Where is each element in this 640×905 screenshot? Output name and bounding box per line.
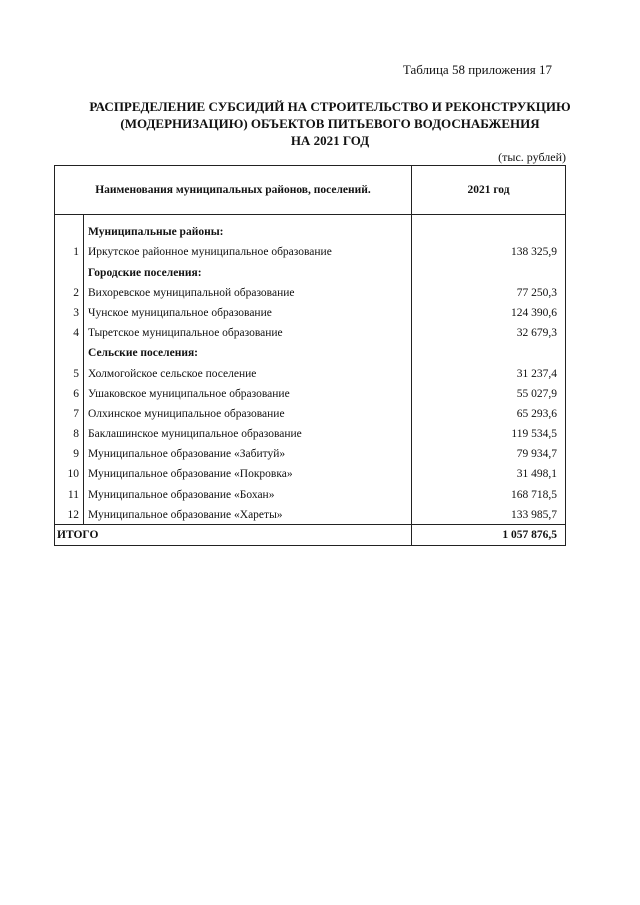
municipality-name: Вихоревское муниципальной образование [88,286,295,299]
section-label: Муниципальные районы: [88,226,224,239]
table-row [55,400,566,420]
row-number: 2 [55,279,84,299]
municipality-name: Иркутское районное муниципальное образование [88,246,332,259]
subsidy-amount: 79 934,7 [412,440,566,460]
row-number: 5 [55,359,84,379]
municipality-name: Ушаковское муниципальное образование [88,387,290,400]
column-header-year: 2021 год [412,166,566,215]
row-number: 12 [55,501,84,525]
document-title [60,98,600,149]
table-row [55,501,566,525]
subsidy-amount: 168 718,5 [412,480,566,500]
municipality-name: Баклашинское муниципальное образование [88,428,302,441]
section-label: Городские поселения: [88,266,202,279]
subsidy-amount [412,258,566,278]
row-number: 11 [55,480,84,500]
table-row [55,319,566,339]
appendix-reference: Таблица 58 приложения 17 [402,62,552,77]
row-number: 4 [55,319,84,339]
municipality-name: Муниципальное образование «Бохан» [88,488,275,501]
table-row [55,380,566,400]
row-number [55,258,84,278]
row-number: 10 [55,460,84,480]
total-value: 1 057 876,5 [412,524,566,545]
table-body [55,215,566,525]
row-number: 3 [55,299,84,319]
title-line-3: НА 2021 ГОД [290,133,370,148]
subsidy-amount: 119 534,5 [412,420,566,440]
subsidy-amount: 77 250,3 [412,279,566,299]
subsidy-amount: 32 679,3 [412,319,566,339]
subsidy-amount: 65 293,6 [412,400,566,420]
subsidy-amount: 31 498,1 [412,460,566,480]
subsidy-amount: 31 237,4 [412,359,566,379]
section-header-row [55,339,566,359]
municipality-name: Холмогойское сельское поселение [88,367,257,380]
municipality-name: Муниципальное образование «Забитуй» [88,448,286,461]
municipality-name: Чунское муниципальное образование [88,306,272,319]
table-row [55,238,566,258]
section-header-row [55,258,566,278]
row-number: 8 [55,420,84,440]
title-line-1: РАСПРЕДЕЛЕНИЕ СУБСИДИЙ НА СТРОИТЕЛЬСТВО И РЕКОНСТРУКЦИЮ [89,99,571,114]
table-row [55,299,566,319]
row-number: 6 [55,380,84,400]
section-header-row [55,215,566,239]
table-row [55,460,566,480]
municipality-name: Тыретское муниципальное образование [88,327,283,340]
subsidy-amount [412,215,566,239]
table-row [55,440,566,460]
units-note: (тыс. рублей) [498,150,566,164]
section-label: Сельские поселения: [88,347,199,360]
table-header-row [55,166,566,215]
total-row [55,524,566,545]
row-number [55,215,84,239]
subsidy-amount [412,339,566,359]
title-line-2: (МОДЕРНИЗАЦИЮ) ОБЪЕКТОВ ПИТЬЕВОГО ВОДОСНАБЖЕНИЯ [120,116,540,131]
table-row [55,359,566,379]
subsidy-amount: 55 027,9 [412,380,566,400]
municipality-name: Олхинское муниципальное образование [88,407,285,420]
total-label: ИТОГО [55,524,412,545]
row-number [55,339,84,359]
table-row [55,279,566,299]
subsidy-amount: 133 985,7 [412,501,566,525]
table-row [55,480,566,500]
subsidy-amount: 138 325,9 [412,238,566,258]
row-number: 1 [55,238,84,258]
municipality-name: Муниципальное образование «Покровка» [88,468,293,481]
municipality-name: Муниципальное образование «Хареты» [84,501,412,525]
row-number: 7 [55,400,84,420]
table-row [55,420,566,440]
column-header-name: Наименования муниципальных районов, поселений. [55,166,412,215]
subsidy-table [54,165,566,546]
row-number: 9 [55,440,84,460]
subsidy-amount: 124 390,6 [412,299,566,319]
